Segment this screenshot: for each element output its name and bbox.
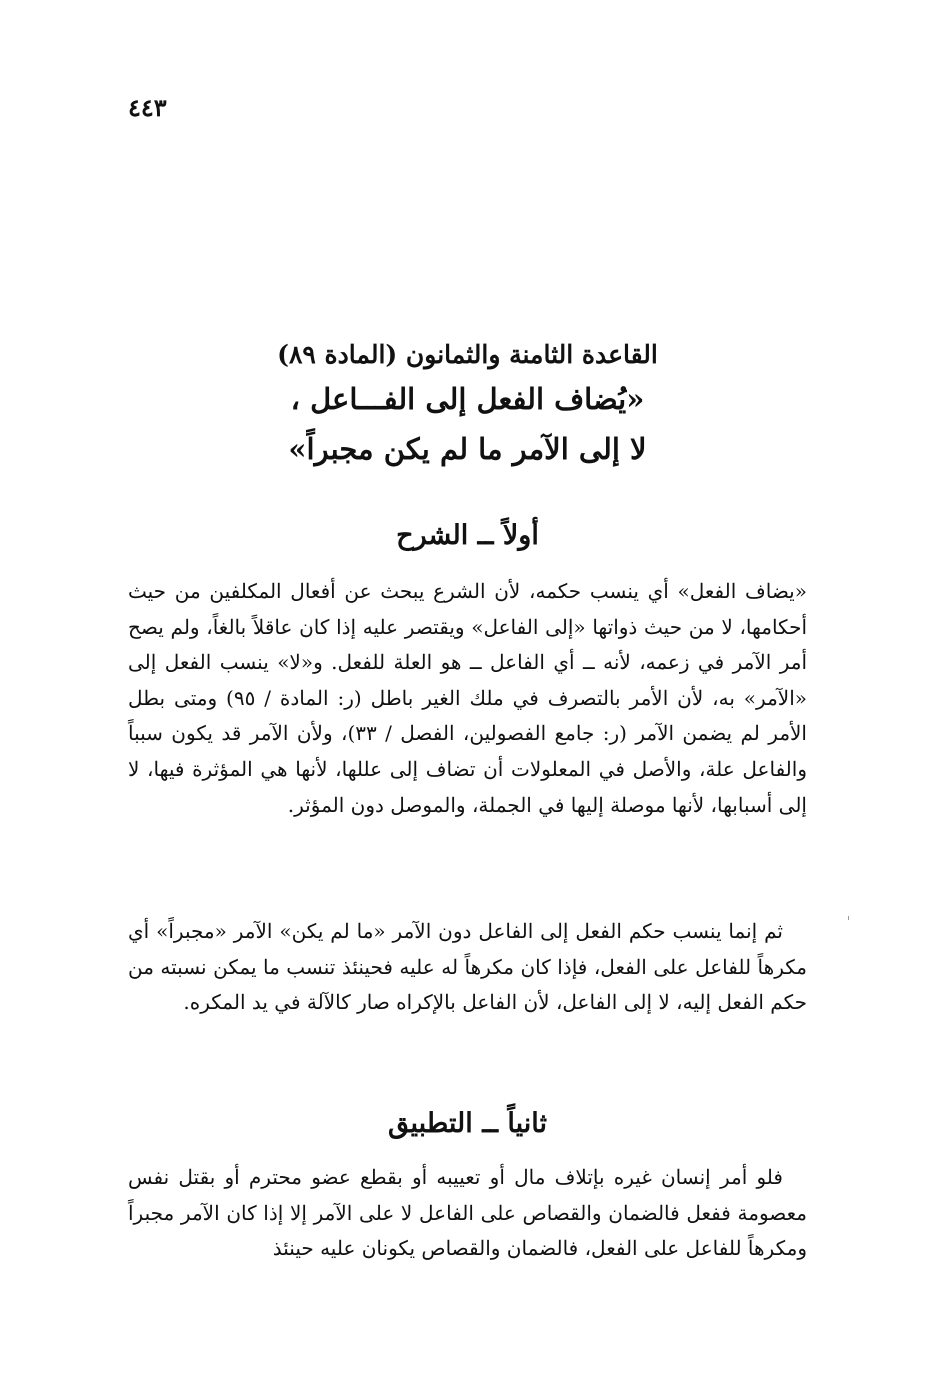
rule-heading: القاعدة الثامنة والثمانون (المادة ٨٩): [277, 340, 658, 369]
page-number: ٤٤٣: [128, 93, 167, 122]
rule-title-line-1: «يُضاف الفعل إلى الفـــاعل ،: [290, 382, 645, 416]
margin-mark: [848, 916, 849, 920]
section-title-explanation: أولاً ــ الشرح: [396, 520, 539, 551]
application-paragraph-1: فلو أمر إنسان غيره بإتلاف مال أو تعييبه أو بقطع عضو محترم أو بقتل نفس معصومة ففعل فالضمان والقصاص على الفاعل لا على الآمر إلا إذا كان الآمر مجبراً ومكرهاً للفاعل على الفعل، فالضمان والقصاص يكونان عليه حينئذ: [128, 1165, 807, 1261]
rule-header: [120, 336, 815, 474]
explanation-paragraph-1: «يضاف الفعل» أي ينسب حكمه، لأن الشرع يبحث عن أفعال المكلفين من حيث أحكامها، لا من حيث ذواتها «إلى الفاعل» ويقتصر عليه إذا كان عاقلاً بالغاً، ولم يصح أمر الآمر في زعمه، لأنه ــ أي الفاعل ــ هو العلة للفعل. و«لا» ينسب الفعل إلى «الآمر» به، لأن الأمر بالتصرف في ملك الغير باطل (ر: المادة / ٩٥) ومتى بطل الأمر لم يضمن الآمر (ر: جامع الفصولين، الفصل / ٣٣)، ولأن الآمر قد يكون سبباً والفاعل علة، والأصل في المعلولات أن تضاف إلى عللها، لأنها هي المؤثرة فيها، لا إلى أسبابها، لأنها موصلة إليها في الجملة، والموصل دون المؤثر.: [128, 579, 807, 817]
rule-title-line-2: لا إلى الآمر ما لم يكن مجبراً»: [288, 432, 647, 466]
explanation-paragraph-2: ثم إنما ينسب حكم الفعل إلى الفاعل دون الآمر «ما لم يكن» الآمر «مجبراً» أي مكرهاً للفاعل على الفعل، فإذا كان مكرهاً له عليه فحينئذ تنسب ما يمكن نسبته من حكم الفعل إليه، لا إلى الفاعل، لأن الفاعل بالإكراه صار كالآلة في يد المكره.: [128, 919, 807, 1015]
section-title-application: ثانياً ــ التطبيق: [387, 1108, 548, 1139]
